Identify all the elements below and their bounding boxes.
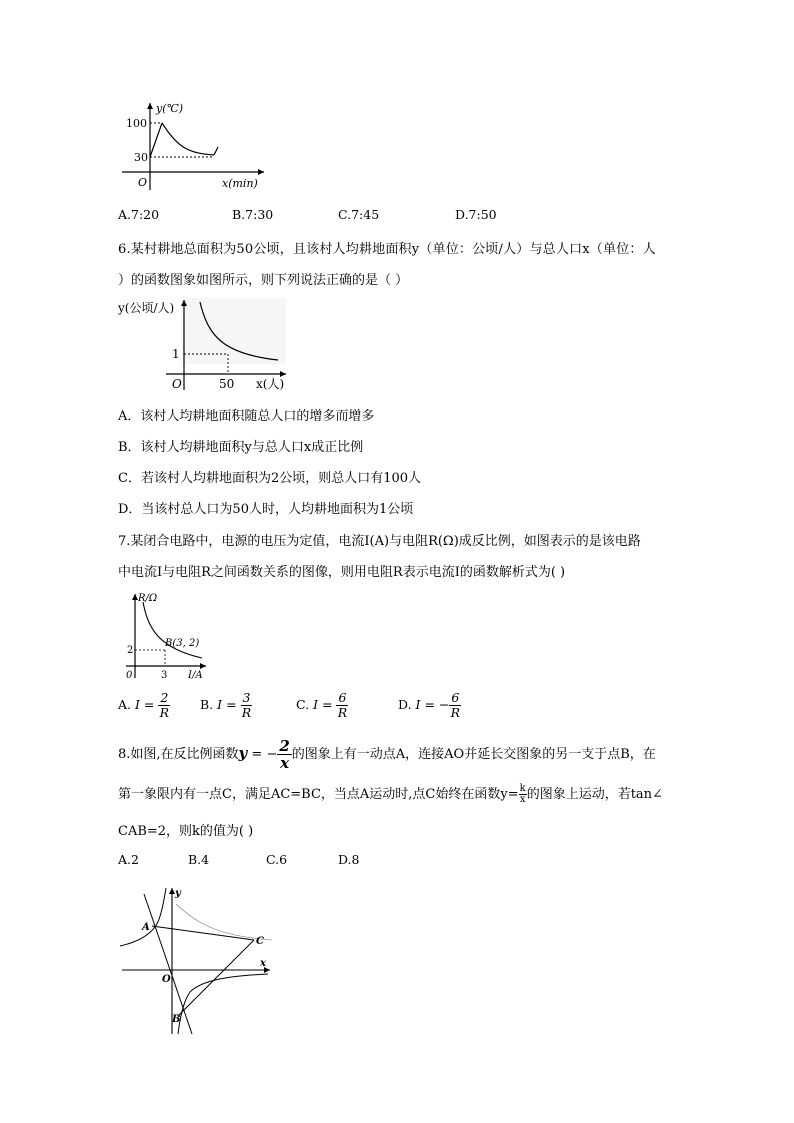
graph2-y-label: y(公顷/人) xyxy=(118,301,175,315)
q8-option-b: B.4 xyxy=(188,852,210,867)
q7-option-c-label: C. xyxy=(296,697,310,712)
graph2-x-label: x(人) xyxy=(256,377,285,391)
q7-option-c: C. I = $\frac{6}{R}$ xyxy=(296,690,348,720)
q8-line1-text-a: 8.如图,在反比例函数 xyxy=(118,747,239,762)
q7-option-a-den: R xyxy=(159,705,170,720)
q8-func-lhs: y xyxy=(238,744,248,762)
q5-option-d: D.7:50 xyxy=(455,207,497,222)
graph3-tick-3: 3 xyxy=(161,670,168,681)
graph3-origin: 0 xyxy=(126,670,133,681)
graph-current-resistance xyxy=(118,588,212,682)
q6-option-a: A．该村人均耕地面积随总人口的增多而增多 xyxy=(118,409,375,424)
graph-temperature xyxy=(118,98,268,193)
q7-option-a-label: A. xyxy=(118,697,132,712)
q7-option-d-lhs: I xyxy=(415,697,421,712)
graph2-tick-50: 50 xyxy=(219,377,235,391)
q7-option-a: A. I = $\frac{2}{R}$ xyxy=(118,690,170,720)
q6-option-b: B．该村人均耕地面积y与总人口x成正比例 xyxy=(118,440,364,455)
q7-option-b-lhs: I xyxy=(217,697,223,712)
q7-option-d-label: D. xyxy=(398,697,412,712)
graph4-label-x: x xyxy=(260,958,266,969)
graph-farmland xyxy=(118,296,290,394)
q8-line2-text-b: 的图象上运动，若tan∠ xyxy=(526,787,663,802)
graph3-x-label: I/A xyxy=(188,670,203,681)
q8-option-c: C.6 xyxy=(266,852,288,867)
graph-reciprocal xyxy=(118,884,278,1036)
q8-line2-num: k xyxy=(519,783,526,794)
q7-option-b-den: R xyxy=(241,705,252,720)
q6-stem-line2: ）的函数图象如图所示，则下列说法正确的是（ ） xyxy=(118,273,409,288)
q7-option-c-lhs: I xyxy=(313,697,319,712)
graph4-label-b: B xyxy=(172,1014,181,1025)
q8-stem-line1: 8.如图,在反比例函数y = − $\frac{2}{x}$ 的图象上有一动点A，连接AO并延长交图象的另一支于点B，在 xyxy=(118,737,656,772)
graph2-tick-1: 1 xyxy=(172,347,180,361)
graph4-label-a: A xyxy=(142,922,150,933)
q8-line2-text-a: 第一象限内有一点C，满足AC=BC，当点A运动时,点C始终在函数y= xyxy=(118,787,519,802)
q8-func-den: x xyxy=(280,754,290,772)
q7-option-b: B. I = $\frac{3}{R}$ xyxy=(200,690,252,720)
q8-option-a: A.2 xyxy=(118,852,139,867)
q7-option-a-lhs: I xyxy=(135,697,140,712)
q6-option-d: D．当该村总人口为50人时，人均耕地面积为1公顷 xyxy=(118,502,414,517)
q8-func-sign: − xyxy=(266,747,278,762)
q8-func-num: 2 xyxy=(279,737,290,755)
graph4-label-y: y xyxy=(175,888,181,899)
graph4-label-o: O xyxy=(162,974,171,985)
q7-option-b-label: B. xyxy=(200,697,214,712)
q7-option-c-num: 6 xyxy=(338,690,347,705)
q7-option-d-num: 6 xyxy=(451,690,460,705)
q7-stem-line2: 中电流I与电阻R之间函数关系的图像，则用电阻R表示电流I的函数解析式为( ) xyxy=(118,565,566,580)
q6-option-c: C．若该村人均耕地面积为2公顷，则总人口有100人 xyxy=(118,471,422,486)
graph1-y-label: y(℃) xyxy=(156,102,184,115)
graph1-origin: O xyxy=(138,176,148,189)
q6-stem-line1: 6.某村耕地总面积为50公顷，且该村人均耕地面积y（单位：公顷/人）与总人口x（单位：人 xyxy=(118,242,656,257)
q7-option-a-num: 2 xyxy=(160,690,169,705)
q8-stem-line2 xyxy=(118,783,663,805)
q7-stem-line1: 7.某闭合电路中，电源的电压为定值，电流I(A)与电阻R(Ω)成反比例，如图表示的是该电路 xyxy=(118,534,641,549)
graph3-tick-2: 2 xyxy=(127,645,134,656)
graph1-tick-100: 100 xyxy=(126,117,147,130)
q7-option-d: D. I = − $\frac{6}{R}$ xyxy=(398,690,461,720)
graph1-x-label: x(min) xyxy=(222,177,258,190)
q7-option-d-sign: − xyxy=(438,697,450,712)
q5-option-c: C.7:45 xyxy=(338,207,380,222)
q8-line2-den: x xyxy=(519,794,526,805)
graph2-origin: O xyxy=(172,377,182,391)
graph1-tick-30: 30 xyxy=(134,151,148,164)
graph3-y-label: R/Ω xyxy=(138,593,158,604)
q7-option-c-den: R xyxy=(337,705,348,720)
q7-option-b-num: 3 xyxy=(242,690,251,705)
q8-line1-text-b: 的图象上有一动点A，连接AO并延长交图象的另一支于点B，在 xyxy=(291,747,656,762)
q7-option-d-den: R xyxy=(450,705,461,720)
q8-stem-line3: CAB=2，则k的值为( ) xyxy=(118,824,254,839)
q5-option-a: A.7:20 xyxy=(118,207,160,222)
graph4-label-c: C xyxy=(256,936,264,947)
q5-option-b: B.7:30 xyxy=(232,207,274,222)
graph3-point-b: B(3, 2) xyxy=(165,638,200,649)
q8-option-d: D.8 xyxy=(338,852,360,867)
